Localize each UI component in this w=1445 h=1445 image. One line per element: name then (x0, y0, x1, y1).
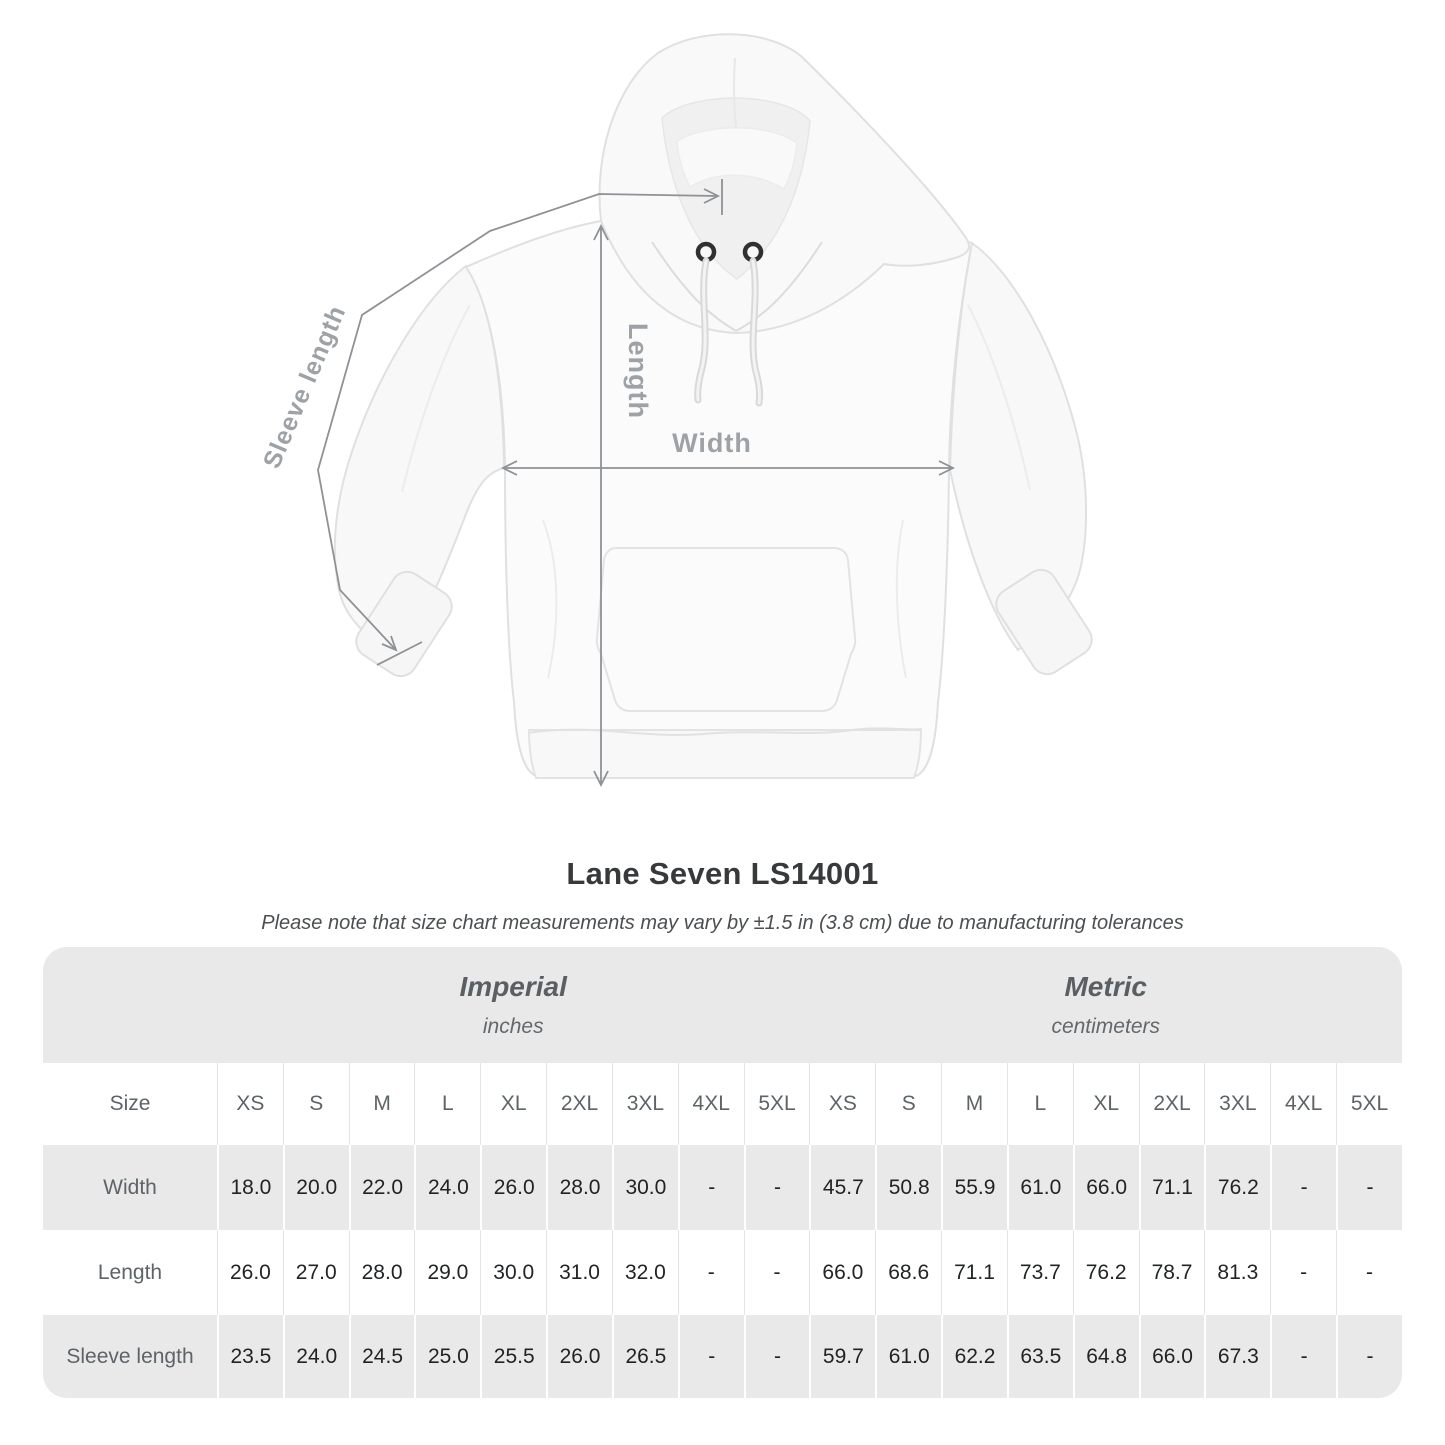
sleeve-length-row (43, 1315, 1402, 1398)
size-col-header: L (414, 1063, 480, 1145)
value-cell: 30.0 (612, 1145, 678, 1230)
size-col-header: XL (480, 1063, 546, 1145)
value-cell: 71.1 (1139, 1145, 1205, 1230)
imperial-label: Imperial (459, 971, 567, 1002)
value-cell: 22.0 (349, 1145, 415, 1230)
metric-label: Metric (1064, 971, 1147, 1002)
unit-header-row (43, 947, 1402, 1063)
size-header-label: Size (109, 1092, 151, 1115)
size-col-header: S (283, 1063, 349, 1145)
band-spacer (43, 947, 217, 1063)
hem-band (529, 730, 921, 778)
value-cell: 59.7 (809, 1315, 875, 1398)
value-cell: 25.5 (480, 1315, 546, 1398)
value-cell: 81.3 (1204, 1230, 1270, 1315)
size-col-header: S (875, 1063, 941, 1145)
size-col-header: XL (1073, 1063, 1139, 1145)
value-cell: 32.0 (612, 1230, 678, 1315)
size-col-header: M (349, 1063, 415, 1145)
value-cell: 26.5 (612, 1315, 678, 1398)
value-cell: 71.1 (941, 1230, 1007, 1315)
value-cell: - (1270, 1145, 1336, 1230)
value-cell: 26.0 (546, 1315, 612, 1398)
sleeve-length-label: Sleeve length (257, 301, 352, 473)
page-title: Lane Seven LS14001 (566, 856, 879, 891)
width-label: Width (672, 428, 752, 458)
value-cell: - (744, 1230, 810, 1315)
value-cell: - (1336, 1230, 1402, 1315)
size-header-row (43, 1063, 1402, 1145)
value-cell: 62.2 (941, 1315, 1007, 1398)
tolerance-disclaimer: Please note that size chart measurements may vary by ±1.5 in (3.8 cm) due to manufacturing tolerances (261, 912, 1184, 934)
row-label: Width (43, 1145, 217, 1230)
value-cell: - (1336, 1315, 1402, 1398)
value-cell: 26.0 (217, 1230, 283, 1315)
length-label: Length (623, 323, 653, 419)
value-cell: 78.7 (1139, 1230, 1205, 1315)
value-cell: 26.0 (480, 1145, 546, 1230)
value-cell: 50.8 (875, 1145, 941, 1230)
value-cell: 29.0 (414, 1230, 480, 1315)
size-col-header: 4XL (678, 1063, 744, 1145)
value-cell: 28.0 (546, 1145, 612, 1230)
value-cell: - (678, 1230, 744, 1315)
value-cell: 27.0 (283, 1230, 349, 1315)
row-label: Length (97, 1260, 163, 1284)
value-cell: 76.2 (1204, 1145, 1270, 1230)
value-cell: 24.0 (414, 1145, 480, 1230)
value-cell: 76.2 (1073, 1230, 1139, 1315)
size-col-header: XS (217, 1063, 283, 1145)
size-col-header: L (1007, 1063, 1073, 1145)
size-col-header: 4XL (1270, 1063, 1336, 1145)
value-cell: 55.9 (941, 1145, 1007, 1230)
imperial-group-header (217, 947, 809, 1063)
value-cell: 25.0 (414, 1315, 480, 1398)
kangaroo-pocket (597, 548, 856, 711)
value-cell: 45.7 (809, 1145, 875, 1230)
value-cell: 28.0 (349, 1230, 415, 1315)
size-col-header: 3XL (612, 1063, 678, 1145)
value-cell: 66.0 (1073, 1145, 1139, 1230)
value-cell: - (678, 1145, 744, 1230)
size-col-header: 5XL (1336, 1063, 1402, 1145)
size-col-header: XS (809, 1063, 875, 1145)
value-cell: 18.0 (217, 1145, 283, 1230)
imperial-unit-label: inches (482, 1015, 544, 1038)
value-cell: - (1270, 1230, 1336, 1315)
size-chart-table (43, 947, 1402, 1398)
value-cell: 24.0 (283, 1315, 349, 1398)
size-col-header: 2XL (546, 1063, 612, 1145)
metric-group-header (809, 947, 1402, 1063)
value-cell: 31.0 (546, 1230, 612, 1315)
width-row (43, 1145, 1402, 1230)
length-row (43, 1230, 1402, 1315)
row-label: Sleeve length (43, 1315, 217, 1398)
value-cell: 23.5 (217, 1315, 283, 1398)
size-col-header: 5XL (744, 1063, 810, 1145)
value-cell: 64.8 (1073, 1315, 1139, 1398)
value-cell: 66.0 (1139, 1315, 1205, 1398)
value-cell: 63.5 (1007, 1315, 1073, 1398)
value-cell: 30.0 (480, 1230, 546, 1315)
value-cell: 61.0 (1007, 1145, 1073, 1230)
value-cell: 20.0 (283, 1145, 349, 1230)
value-cell: 73.7 (1007, 1230, 1073, 1315)
value-cell: - (678, 1315, 744, 1398)
value-cell: 68.6 (875, 1230, 941, 1315)
value-cell: 66.0 (809, 1230, 875, 1315)
value-cell: 24.5 (349, 1315, 415, 1398)
value-cell: - (1336, 1145, 1402, 1230)
size-col-header: M (941, 1063, 1007, 1145)
size-col-header: 3XL (1204, 1063, 1270, 1145)
value-cell: 61.0 (875, 1315, 941, 1398)
value-cell: - (744, 1315, 810, 1398)
value-cell: - (744, 1145, 810, 1230)
value-cell: - (1270, 1315, 1336, 1398)
size-col-header: 2XL (1139, 1063, 1205, 1145)
metric-unit-label: centimeters (1051, 1015, 1160, 1038)
value-cell: 67.3 (1204, 1315, 1270, 1398)
